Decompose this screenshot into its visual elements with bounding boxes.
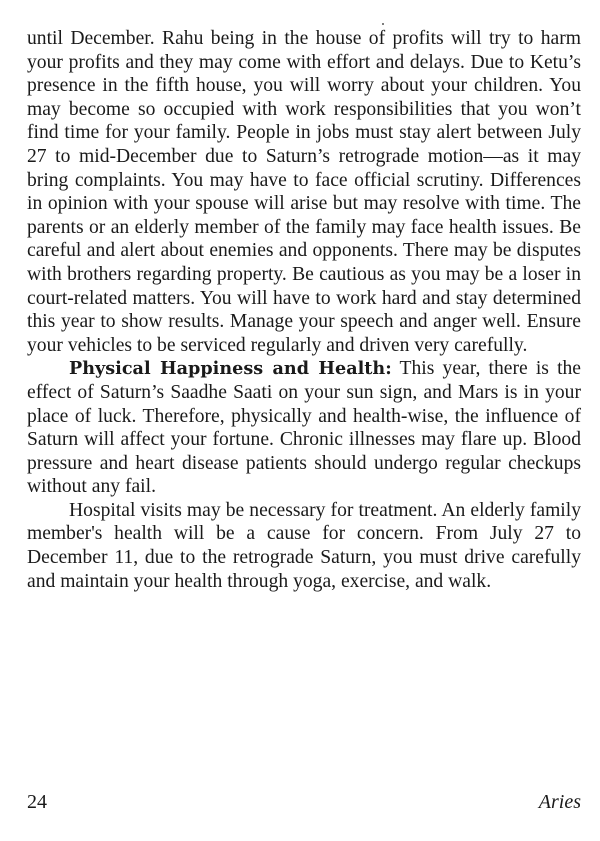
paragraph-text: Hospital visits may be necessary for treatment. An elderly family member's health will be a cause for concern. From July 27 to December 11, due to the retrograde Saturn, you must drive carefully and maintain your health through yoga, exercise, and walk. bbox=[27, 499, 581, 592]
section-heading: Physical Happiness and Health: bbox=[69, 358, 392, 380]
page-footer bbox=[27, 791, 581, 817]
book-page-body bbox=[27, 27, 581, 593]
paragraph-physical-health bbox=[27, 357, 581, 499]
paragraph-text: This year, there is the effect of Saturn’s Saadhe Saati on your sun sign, and Mars is in your place of luck. Therefore, physically and health-wise, the influence of Saturn will affect your fortune. Chronic illnesses may flare up. Blood pressure and heart disease patients should undergo regular checkups without any fail. bbox=[27, 358, 582, 498]
page-number: 24 bbox=[27, 791, 47, 813]
ink-speck bbox=[382, 23, 384, 25]
paragraph-text: until December. Rahu being in the house of profits will try to harm your profits and they may come with effort and delays. Due to Ketu’s presence in the fifth house, you will worry about your children. You may become so occupied with work responsibilities that you won’t find time for your family. People in jobs must stay alert between July 27 to mid-December due to Saturn’s retrograde motion—as it may bring complaints. You may have to face official scrutiny. Differences in opinion with your spouse will arise but may resolve with time. The parents or an elderly member of the family may face health issues. Be careful and alert about enemies and opponents. There may be disputes with brothers regarding property. Be cautious as you may be a loser in court-related matters. You will have to work hard and stay determined this year to show results. Manage your speech and anger well. Ensure your vehicles to be serviced regularly and driven very carefully. bbox=[27, 28, 581, 356]
paragraph-career-family bbox=[27, 27, 581, 357]
running-title: Aries bbox=[538, 791, 581, 813]
paragraph-hospital-visits bbox=[27, 499, 581, 593]
